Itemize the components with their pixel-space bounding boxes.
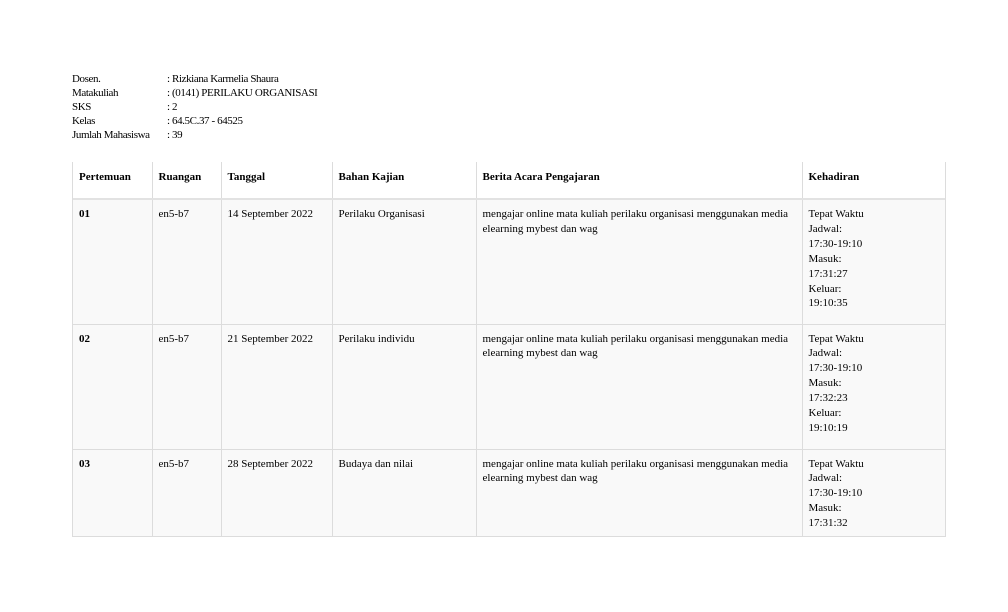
info-row-matakuliah [72, 86, 317, 100]
cell-bahan-kajian: Perilaku individu [332, 324, 476, 449]
table-row [73, 449, 946, 537]
cell-tanggal: 21 September 2022 [221, 324, 332, 449]
info-label: SKS [72, 101, 91, 113]
kehadiran-jadwal-value: 17:30-19:10 [808, 237, 863, 250]
kehadiran-masuk-label: Masuk: [808, 252, 842, 265]
kehadiran-status: Tepat Waktu [808, 457, 864, 470]
info-row-sks [72, 100, 317, 114]
cell-ruangan: en5-b7 [152, 324, 221, 449]
column-header-bahan-kajian: Bahan Kajian [332, 162, 476, 199]
cell-kehadiran [802, 199, 946, 324]
kehadiran-jadwal-value: 17:30-19:10 [808, 362, 863, 375]
kehadiran-keluar-value: 19:10:19 [808, 421, 848, 434]
kehadiran-masuk-value: 17:32:23 [808, 392, 848, 405]
cell-berita-acara: mengajar online mata kuliah perilaku organisasi menggunakan media elearning mybest dan wag [476, 324, 802, 449]
course-info [72, 72, 317, 142]
cell-pertemuan: 01 [73, 199, 152, 324]
kehadiran-jadwal-value: 17:30-19:10 [808, 487, 863, 500]
info-value: : Rizkiana Karmelia Shaura [167, 73, 279, 85]
info-row-jumlah-mahasiswa [72, 128, 317, 142]
column-header-kehadiran: Kehadiran [802, 162, 946, 199]
info-value: : 39 [167, 129, 183, 141]
cell-tanggal: 28 September 2022 [221, 449, 332, 537]
kehadiran-status: Tepat Waktu [808, 332, 864, 345]
info-label: Dosen. [72, 73, 101, 85]
cell-kehadiran [802, 324, 946, 449]
kehadiran-jadwal-label: Jadwal: [808, 222, 843, 235]
info-label: Jumlah Mahasiswa [72, 129, 150, 141]
cell-bahan-kajian: Perilaku Organisasi [332, 199, 476, 324]
column-header-tanggal: Tanggal [221, 162, 332, 199]
cell-kehadiran [802, 449, 946, 537]
kehadiran-keluar-label: Keluar: [808, 282, 842, 295]
cell-tanggal: 14 September 2022 [221, 199, 332, 324]
cell-berita-acara: mengajar online mata kuliah perilaku organisasi menggunakan media elearning mybest dan wag [476, 199, 802, 324]
table-row [73, 199, 946, 324]
info-value: : 2 [167, 101, 178, 113]
cell-pertemuan: 02 [73, 324, 152, 449]
column-header-berita-acara: Berita Acara Pengajaran [476, 162, 802, 199]
cell-pertemuan: 03 [73, 449, 152, 537]
kehadiran-jadwal-label: Jadwal: [808, 472, 843, 485]
info-row-kelas [72, 114, 317, 128]
info-value: : 64.5C.37 - 64525 [167, 115, 243, 127]
attendance-table [73, 162, 946, 537]
kehadiran-masuk-label: Masuk: [808, 502, 842, 515]
kehadiran-masuk-value: 17:31:32 [808, 517, 848, 530]
info-row-dosen [72, 72, 317, 86]
info-label: Kelas [72, 115, 96, 127]
kehadiran-masuk-label: Masuk: [808, 377, 842, 390]
kehadiran-status: Tepat Waktu [808, 208, 864, 220]
kehadiran-keluar-value: 19:10:35 [808, 297, 848, 310]
column-header-pertemuan: Pertemuan [73, 162, 152, 199]
table-row [73, 324, 946, 449]
cell-ruangan: en5-b7 [152, 449, 221, 537]
info-label: Matakuliah [72, 87, 119, 99]
kehadiran-masuk-value: 17:31:27 [808, 267, 848, 280]
cell-ruangan: en5-b7 [152, 199, 221, 324]
attendance-table-container [72, 162, 946, 537]
cell-berita-acara: mengajar online mata kuliah perilaku organisasi menggunakan media elearning mybest dan wag [476, 449, 802, 537]
cell-bahan-kajian: Budaya dan nilai [332, 449, 476, 537]
column-header-ruangan: Ruangan [152, 162, 221, 199]
kehadiran-jadwal-label: Jadwal: [808, 347, 843, 360]
table-header-row [73, 162, 946, 199]
info-value: : (0141) PERILAKU ORGANISASI [167, 87, 318, 99]
kehadiran-keluar-label: Keluar: [808, 407, 842, 420]
